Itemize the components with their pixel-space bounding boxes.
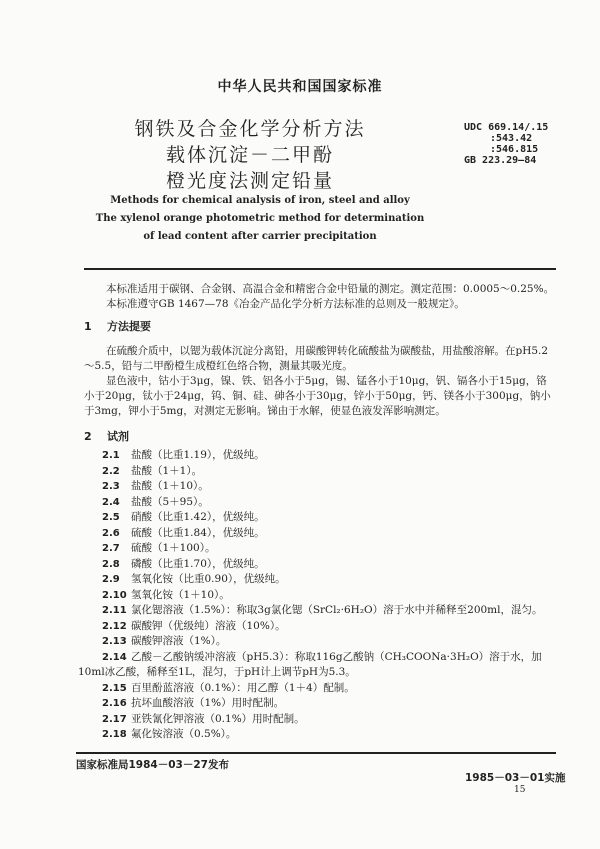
reagent-item — [84, 727, 558, 743]
udc-code: UDC 669.14/.15 — [464, 122, 549, 133]
reagent-item — [84, 448, 558, 464]
item-number: 2.10 — [102, 589, 127, 601]
item-number: 2.13 — [102, 636, 127, 647]
reagent-item — [84, 464, 558, 480]
item-number: 2.1 — [102, 450, 120, 461]
item-number: 2.9 — [102, 574, 120, 585]
reagent-item — [84, 619, 558, 635]
section-1-heading: 1 方法提要 — [84, 320, 151, 333]
paragraph: 在硫酸介质中，以锶为载体沉淀分离铅，用碳酸钾转化硫酸盐为碳酸盐，用盐酸溶解。在pH5.2～5.5，铅与二甲酚橙生成橙红色络合物，测量其吸光度。 — [84, 345, 549, 372]
item-text: 乙酸－乙酸钠缓冲溶液（pH5.3）：称取116g乙酸钠（CH₃COONa·3H₂O）溶于水，加 — [131, 650, 542, 663]
item-number: 2.17 — [102, 713, 127, 725]
udc-block — [464, 122, 548, 166]
udc-code: :546.815 — [490, 144, 539, 155]
item-text: 硫酸（比重1.84），优级纯。 — [131, 526, 265, 539]
gb-number: GB 223.29—84 — [464, 155, 537, 166]
item-text: 碳酸钾（优级纯）溶液（10%）。 — [131, 619, 286, 632]
reagent-item — [84, 634, 558, 650]
reagent-item — [84, 696, 558, 712]
item-text: 碳酸钾溶液（1%）。 — [131, 635, 227, 647]
item-text: 亚铁氰化钾溶液（0.1%）用时配制。 — [131, 712, 305, 725]
item-number: 2.14 — [102, 651, 127, 663]
paragraph: 显色液中，钴小于3μg，镍、铁、铝各小于5μg，锡、锰各小于10μg，钒、镉各小于15μg，铬小于20μg，钛小于24μg，钨、铜、硅、砷各小于30μg，锌小于50μg，钙、镁各小于300μg，钠小于3mg，钾小于5mg，对测定无影响。锑由于水解，使显色液发浑影响测定。 — [84, 375, 551, 417]
reagent-item — [84, 588, 558, 604]
reagent-item — [84, 479, 558, 495]
item-text: 盐酸（5＋95）。 — [131, 495, 209, 508]
document-title — [100, 116, 400, 194]
reagent-item — [84, 712, 558, 728]
reagent-item — [84, 526, 558, 542]
reagent-item-continuation: 10ml冰乙酸，稀释至1L，混匀，于pH计上调节pH为5.3。 — [78, 666, 356, 678]
item-number: 2.2 — [102, 465, 120, 477]
english-title-line: Methods for chemical analysis of iron, steel and alloy — [110, 195, 410, 206]
english-title — [60, 192, 460, 246]
item-text: 氢氧化铵（比重0.90），优级纯。 — [131, 573, 286, 585]
reagent-item — [84, 557, 558, 573]
item-number: 2.12 — [102, 620, 127, 632]
item-number: 2.6 — [102, 527, 120, 539]
item-number: 2.11 — [102, 605, 127, 616]
reagent-item — [84, 495, 558, 511]
item-text: 硫酸（1＋100）。 — [131, 542, 216, 554]
item-text: 百里酚蓝溶液（0.1%）：用乙醇（1＋4）配制。 — [131, 681, 355, 694]
standard-header: 中华人民共和国国家标准 — [217, 79, 383, 95]
intro-paragraph: 本标准遵守GB 1467—78《冶金产品化学分析方法标准的总则及一般规定》。 — [106, 298, 465, 310]
page-number: 15 — [514, 785, 526, 795]
item-text: 氟化铵溶液（0.5%）。 — [131, 728, 237, 740]
item-number: 2.7 — [102, 543, 120, 554]
section-2-heading: 2 试剂 — [84, 430, 129, 443]
top-divider — [84, 268, 556, 270]
item-number: 2.16 — [102, 698, 127, 709]
item-number: 2.15 — [102, 682, 127, 694]
bottom-divider — [76, 752, 556, 754]
item-text: 磷酸（比重1.70），优级纯。 — [131, 557, 265, 570]
item-text: 氯化锶溶液（1.5%）：称取3g氯化锶（SrCl₂·6H₂O）溶于水中并稀释至200ml，混匀。 — [131, 604, 543, 616]
item-text: 硝酸（比重1.42），优级纯。 — [131, 511, 265, 523]
reagent-item — [84, 603, 558, 619]
title-line: 橙光度法测定铅量 — [165, 170, 334, 192]
item-text: 盐酸（1＋1）。 — [131, 464, 203, 477]
item-text: 氢氧化铵（1＋10）。 — [131, 588, 230, 601]
item-text: 盐酸（1＋10）。 — [131, 480, 209, 492]
item-number: 2.3 — [102, 481, 120, 492]
section-1-body — [84, 344, 554, 419]
title-line: 载体沉淀－二甲酚 — [165, 144, 334, 166]
reagent-item — [84, 572, 558, 588]
item-number: 2.18 — [102, 729, 127, 740]
reagent-item — [84, 510, 558, 526]
effective-date: 1985－03－01实施 — [465, 772, 566, 784]
title-line: 钢铁及合金化学分析方法 — [134, 118, 366, 140]
item-text: 盐酸（比重1.19），优级纯。 — [131, 449, 265, 461]
item-number: 2.4 — [102, 496, 120, 508]
english-title-line: of lead content after carrier precipitation — [143, 231, 377, 242]
english-title-line: The xylenol orange photometric method for determination — [95, 213, 425, 224]
item-number: 2.5 — [102, 512, 120, 523]
udc-code: :543.42 — [490, 133, 533, 144]
reagent-item — [84, 650, 558, 666]
intro-paragraph: 本标准适用于碳钢、合金钢、高温合金和精密合金中铅量的测定。测定范围：0.0005～0.25%。 — [106, 283, 555, 295]
item-text: 抗坏血酸溶液（1%）用时配制。 — [131, 697, 285, 709]
item-number: 2.8 — [102, 558, 120, 570]
issue-date: 国家标准局1984－03－27发布 — [76, 759, 229, 771]
reagent-list — [78, 448, 558, 743]
intro — [84, 282, 562, 312]
reagent-item — [84, 541, 558, 557]
reagent-item — [84, 681, 558, 697]
